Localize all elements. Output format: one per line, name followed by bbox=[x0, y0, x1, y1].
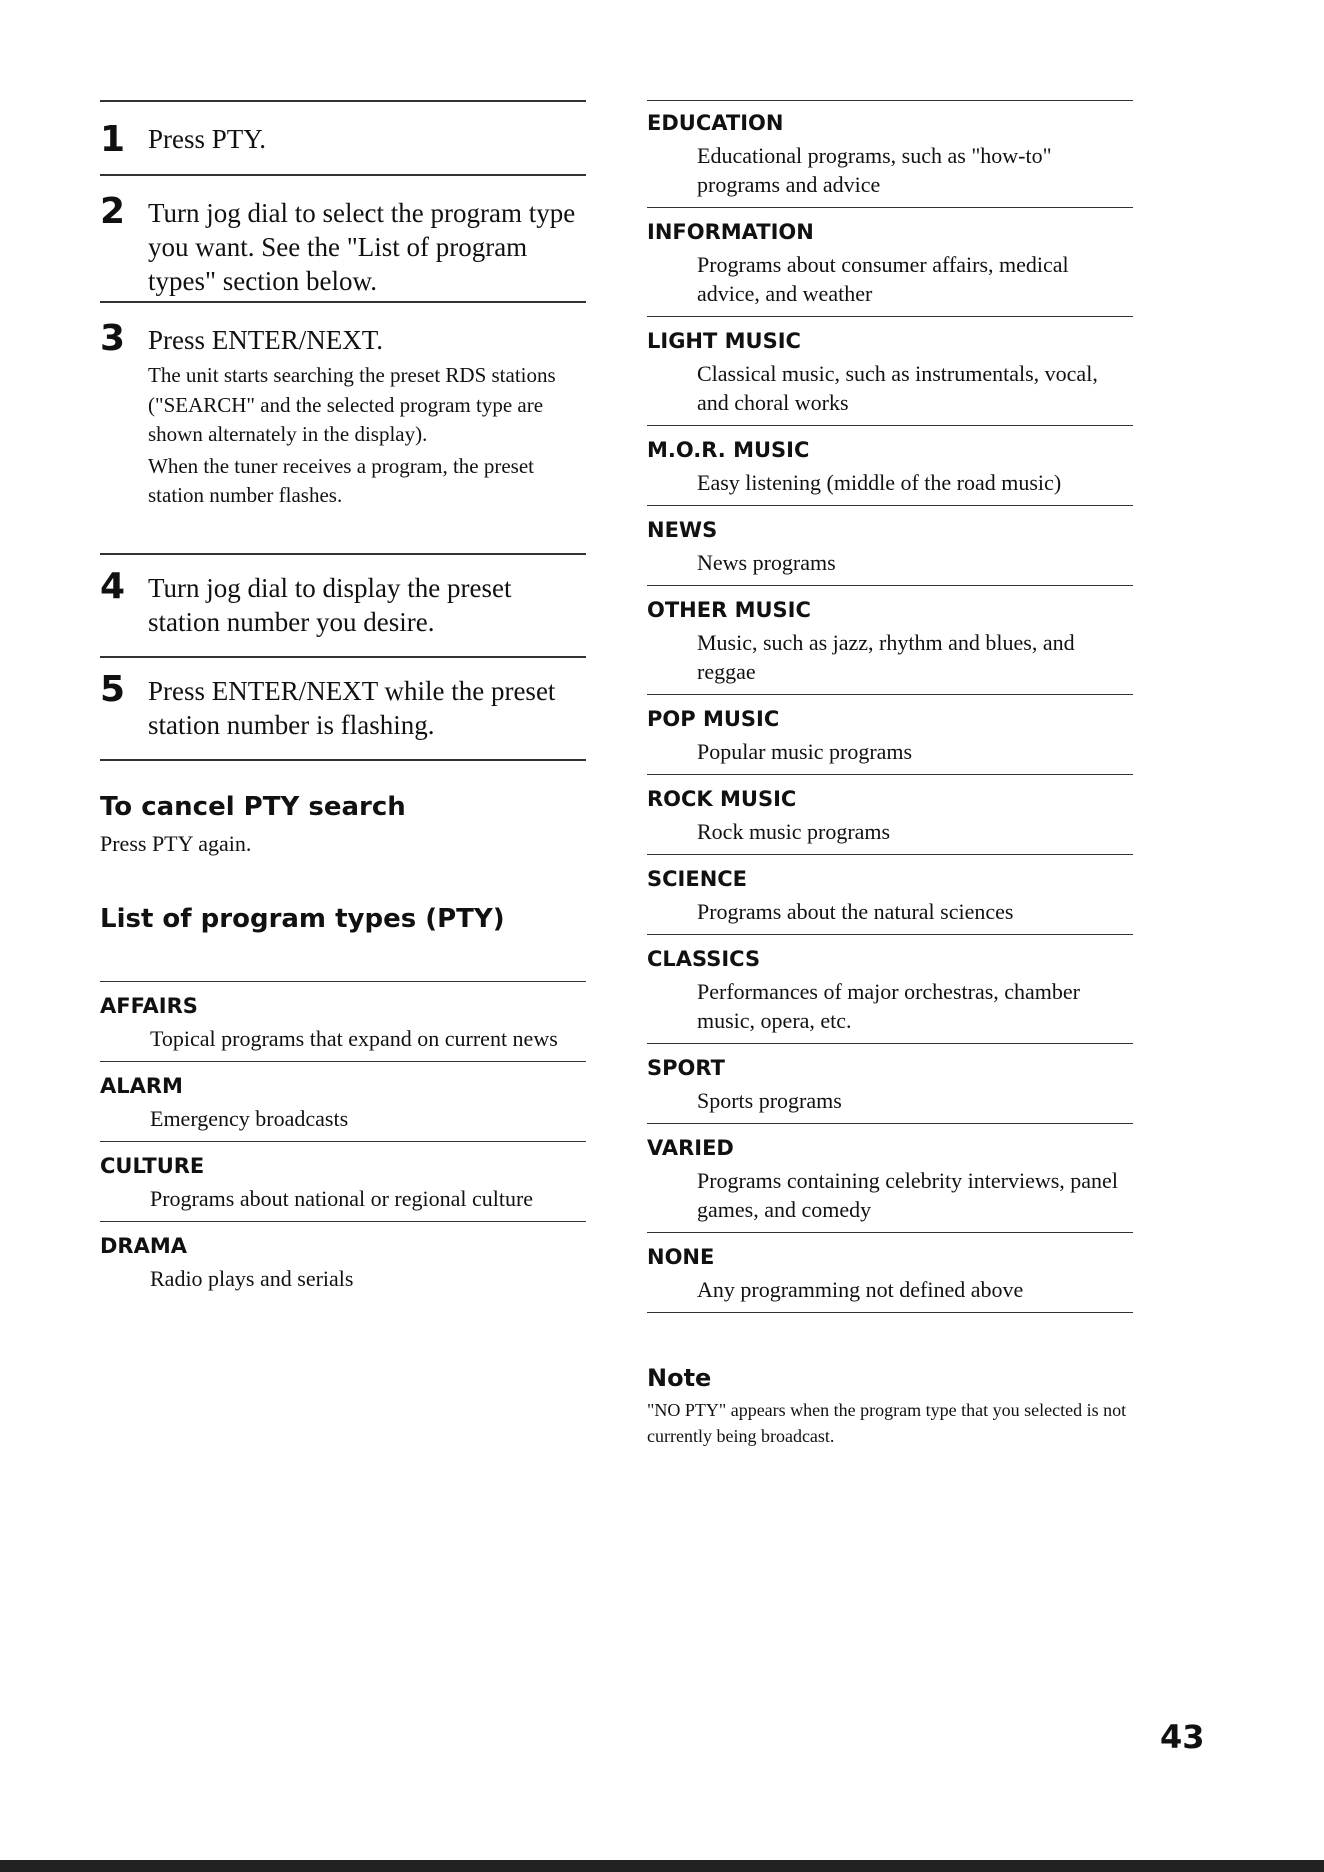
program-type-name: EDUCATION bbox=[647, 111, 784, 135]
program-type-information bbox=[647, 208, 1133, 317]
program-type-description: Programs containing celebrity interviews, panel games, and comedy bbox=[697, 1168, 1118, 1222]
program-type-description: Easy listening (middle of the road music) bbox=[697, 470, 1062, 495]
step-detail: When the tuner receives a program, the preset station number flashes. bbox=[148, 453, 534, 507]
program-type-name: LIGHT MUSIC bbox=[647, 329, 801, 353]
program-type-description: Popular music programs bbox=[697, 739, 913, 764]
program-type-description: Radio plays and serials bbox=[150, 1266, 354, 1291]
step-detail: The unit starts searching the preset RDS stations ("SEARCH" and the selected program type are shown alternately in the display). bbox=[148, 363, 556, 446]
program-type-name: SPORT bbox=[647, 1056, 725, 1080]
program-type-list-left bbox=[100, 981, 586, 1301]
step-instruction: Press ENTER/NEXT. bbox=[148, 325, 383, 355]
program-type-description: Sports programs bbox=[697, 1088, 842, 1113]
program-types-heading: List of program types (PTY) bbox=[100, 904, 505, 934]
program-type-name: AFFAIRS bbox=[100, 994, 198, 1018]
program-type-description: Music, such as jazz, rhythm and blues, and reggae bbox=[697, 630, 1075, 684]
program-type-pop-music bbox=[647, 695, 1133, 775]
right-column bbox=[647, 100, 1133, 1449]
program-type-description: News programs bbox=[697, 550, 836, 575]
program-type-name: NEWS bbox=[647, 518, 718, 542]
page-number: 43 bbox=[1160, 1718, 1205, 1756]
step-3 bbox=[100, 303, 586, 555]
cancel-text: Press PTY again. bbox=[100, 831, 252, 856]
program-type-name: VARIED bbox=[647, 1136, 734, 1160]
program-type-sport bbox=[647, 1044, 1133, 1124]
step-instruction: Turn jog dial to select the program type you want. See the "List of program types" section below. bbox=[148, 198, 576, 296]
program-type-name: OTHER MUSIC bbox=[647, 598, 811, 622]
step-4 bbox=[100, 555, 586, 658]
step-number: 3 bbox=[100, 318, 126, 359]
step-1 bbox=[100, 100, 586, 176]
program-type-description: Classical music, such as instrumentals, vocal, and choral works bbox=[697, 361, 1098, 415]
program-type-light-music bbox=[647, 317, 1133, 426]
step-2 bbox=[100, 176, 586, 303]
program-type-description: Programs about the natural sciences bbox=[697, 899, 1014, 924]
step-number: 2 bbox=[100, 191, 126, 232]
program-type-name: INFORMATION bbox=[647, 220, 814, 244]
program-type-drama bbox=[100, 1222, 586, 1301]
program-type-name: SCIENCE bbox=[647, 867, 748, 891]
program-type-name: CLASSICS bbox=[647, 947, 761, 971]
step-5 bbox=[100, 658, 586, 761]
program-type-description: Topical programs that expand on current news bbox=[150, 1026, 558, 1051]
program-type-name: M.O.R. MUSIC bbox=[647, 438, 810, 462]
program-type-culture bbox=[100, 1142, 586, 1222]
program-type-other-music bbox=[647, 586, 1133, 695]
program-type-education bbox=[647, 101, 1133, 208]
program-type-none bbox=[647, 1233, 1133, 1313]
note-heading: Note bbox=[647, 1364, 712, 1392]
program-type-description: Any programming not defined above bbox=[697, 1277, 1024, 1302]
left-column bbox=[100, 100, 586, 1301]
program-type-name: DRAMA bbox=[100, 1234, 188, 1258]
step-number: 5 bbox=[100, 669, 126, 710]
program-type-name: POP MUSIC bbox=[647, 707, 780, 731]
program-type-classics bbox=[647, 935, 1133, 1044]
procedure-steps bbox=[100, 100, 586, 761]
program-type-varied bbox=[647, 1124, 1133, 1233]
bottom-border bbox=[0, 1860, 1324, 1872]
program-type-name: CULTURE bbox=[100, 1154, 205, 1178]
program-type-name: NONE bbox=[647, 1245, 715, 1269]
program-type-name: ALARM bbox=[100, 1074, 183, 1098]
program-type-description: Emergency broadcasts bbox=[150, 1106, 349, 1131]
program-type-affairs bbox=[100, 982, 586, 1062]
program-type-alarm bbox=[100, 1062, 586, 1142]
program-type-mor-music bbox=[647, 426, 1133, 506]
step-instruction: Turn jog dial to display the preset station number you desire. bbox=[148, 573, 512, 637]
program-type-description: Programs about consumer affairs, medical advice, and weather bbox=[697, 252, 1069, 306]
program-type-description: Performances of major orchestras, chamber music, opera, etc. bbox=[697, 979, 1081, 1033]
program-type-description: Programs about national or regional culture bbox=[150, 1186, 534, 1211]
program-type-rock-music bbox=[647, 775, 1133, 855]
program-type-science bbox=[647, 855, 1133, 935]
step-number: 1 bbox=[100, 119, 126, 160]
program-type-news bbox=[647, 506, 1133, 586]
note-text: "NO PTY" appears when the program type that you selected is not currently being broadcast. bbox=[647, 1400, 1127, 1446]
program-type-name: ROCK MUSIC bbox=[647, 787, 797, 811]
step-number: 4 bbox=[100, 566, 126, 607]
program-type-list-right bbox=[647, 100, 1133, 1313]
program-type-description: Educational programs, such as "how-to" programs and advice bbox=[697, 143, 1052, 197]
cancel-heading: To cancel PTY search bbox=[100, 792, 406, 822]
program-type-description: Rock music programs bbox=[697, 819, 891, 844]
step-instruction: Press ENTER/NEXT while the preset station number is flashing. bbox=[148, 676, 556, 740]
step-instruction: Press PTY. bbox=[148, 124, 267, 154]
